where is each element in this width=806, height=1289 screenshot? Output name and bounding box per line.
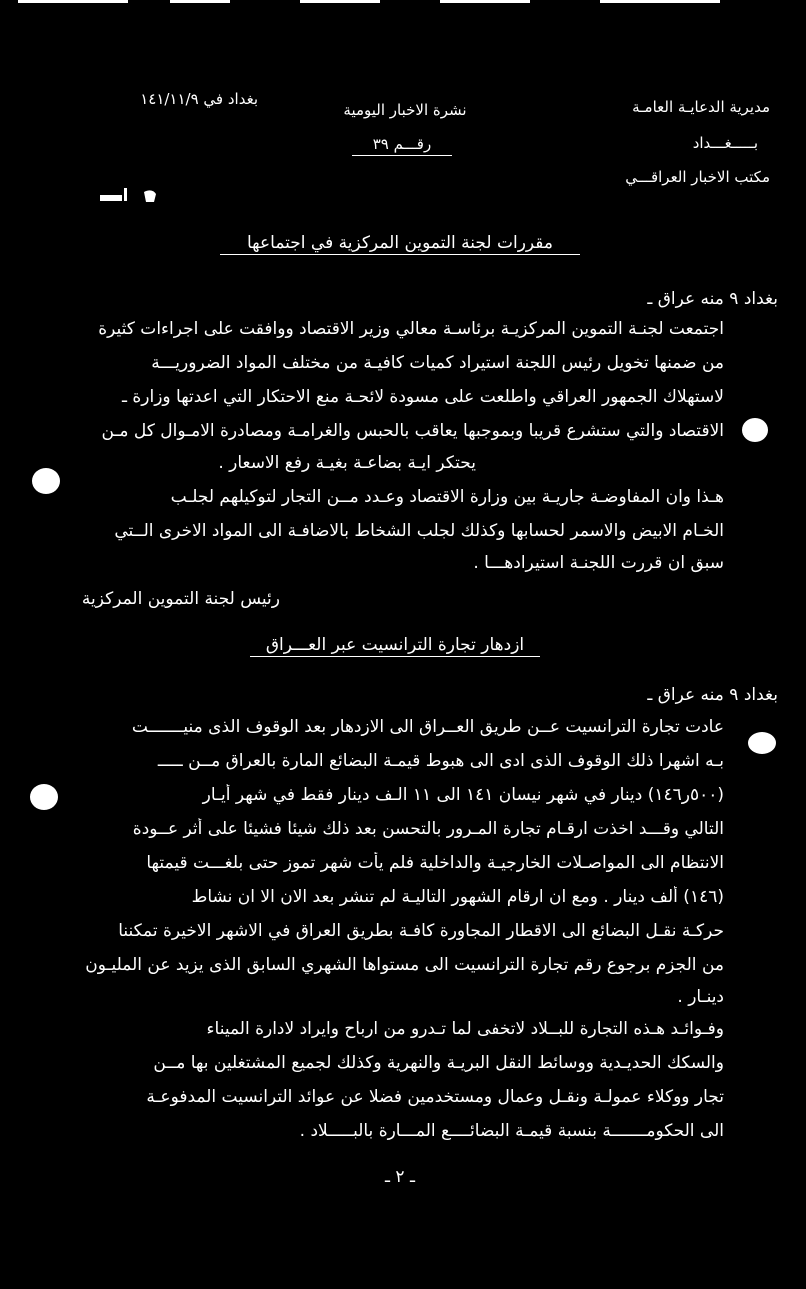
punch-hole	[748, 732, 776, 754]
paragraph-line: اجتمعت لجنـة التموين المركزيـة برئاسـة معالي وزير الاقتصاد ووافقت على اجراءات كثيرة	[98, 319, 724, 339]
issue-date: بغداد في ١٤١/١١/٩	[140, 90, 258, 108]
paragraph-line: الى الحكومـــــــة بنسبة قيمـة البضائــــع المـــارة بالبـــــلاد .	[299, 1121, 724, 1141]
dateline: بغداد ٩ منه عراق ـ	[647, 289, 778, 309]
page-number: ـ ٢ ـ	[385, 1167, 415, 1187]
paragraph-line: بـه اشهرا ذلك الوقوف الذى ادى الى هبوط قيمـة البضائع المارة بالعراق مــن ـــــ	[157, 751, 724, 771]
top-edge-mark	[170, 0, 230, 3]
signature: رئيس لجنة التموين المركزية	[81, 589, 280, 609]
paragraph-line: يحتكر ايـة بضاعـة بغيـة رفع الاسعار .	[218, 453, 476, 473]
paragraph-line: الانتظام الى المواصـلات الخارجيـة والداخلية فلم يأت شهر تموز حتى بلغـــت قيمتها	[146, 853, 724, 873]
bulletin-number: رقـــم ٣٩	[352, 133, 452, 156]
paragraph-line: سبق ان قررت اللجنـة استيرادهـــا .	[473, 553, 724, 573]
top-edge-mark	[440, 0, 530, 3]
bulletin-title: نشرة الاخبار اليومية	[343, 101, 467, 119]
paragraph-line: دينـار .	[677, 987, 724, 1007]
org-name: مديرية الدعايـة العامـة	[632, 98, 770, 116]
top-edge-mark	[600, 0, 720, 3]
paragraph-line: من ضمنها تخويل رئيس اللجنة استيراد كميات كافيـة من مختلف المواد الضروريـــة	[151, 353, 724, 373]
paragraph-line: والسكك الحديـدية ووسائط النقل البريـة والنهرية وكذلك لجميع المشتغلين بها مــن	[153, 1053, 724, 1073]
paragraph-line: من الجزم برجوع رقم تجارة الترانسيت الى مستواها الشهري السابق الذى يزيد عن المليـون	[85, 955, 724, 975]
paragraph-line: (٥٠٠ر١٤٦) دينار في شهر نيسان ١٤١ الى ١١ الـف دينار فقط في شهر أيـار	[202, 785, 724, 805]
punch-hole	[742, 418, 768, 442]
stamp-mark	[100, 186, 170, 206]
paragraph-line: هـذا وان المفاوضـة جاريـة بين وزارة الاقتصاد وعـدد مــن التجار لتوكيلهم لجلـب	[170, 487, 724, 507]
paragraph-line: (١٤٦) ألف دينار . ومع ان ارقام الشهور التاليـة لم تنشر بعد الان الا ان نشاط	[191, 887, 724, 907]
top-edge-mark	[300, 0, 380, 3]
paragraph-line: التالي وقـــد اخذت ارقـام تجارة المـرور بالتحسن بعد ذلك شيئا فشيئا على أثر عــودة	[132, 819, 724, 839]
paragraph-line: عادت تجارة الترانسيت عــن طريق العــراق الى الازدهار بعد الوقوف الذى منيـــــــت	[131, 717, 724, 737]
paragraph-line: حركـة نقـل البضائع الى الاقطار المجاورة كافـة بطريق العراق في الاشهر الاخيرة تمكننا	[118, 921, 724, 941]
paragraph-line: لاستهلاك الجمهور العراقي واطلعت على مسودة لائحـة منع الاحتكار التي اعدتها وزارة ـ	[122, 387, 724, 407]
org-city: بـــــغـــداد	[692, 134, 758, 152]
paragraph-line: الاقتصاد والتي ستشرع قريبا وبموجبها يعاقب بالحبس والغرامـة ومصادرة الامـوال كل مـن	[101, 421, 724, 441]
paragraph-line: وفـوائـد هـذه التجارة للبــلاد لاتخفى لما تـدرو من ارباح وايراد لادارة الميناء	[206, 1019, 724, 1039]
paragraph-line: الخـام الابيض والاسمر لحسابها وكذلك لجلب الشخاط بالاضافـة الى المواد الاخرى الــتي	[114, 521, 724, 541]
paragraph-line: تجار ووكلاء عمولـة ونقـل وعمال ومستخدمين فضلا عن عوائد الترانسيت المدفوعـة	[146, 1087, 724, 1107]
punch-hole	[30, 784, 58, 810]
dateline: بغداد ٩ منه عراق ـ	[647, 685, 778, 705]
top-edge-mark	[18, 0, 128, 3]
section-title: ازدهار تجارة الترانسيت عبر العـــراق	[250, 634, 540, 657]
punch-hole	[32, 468, 60, 494]
section-title: مقررات لجنة التموين المركزية في اجتماعها	[220, 232, 580, 255]
office-name: مكتب الاخبار العراقـــي	[625, 168, 770, 186]
